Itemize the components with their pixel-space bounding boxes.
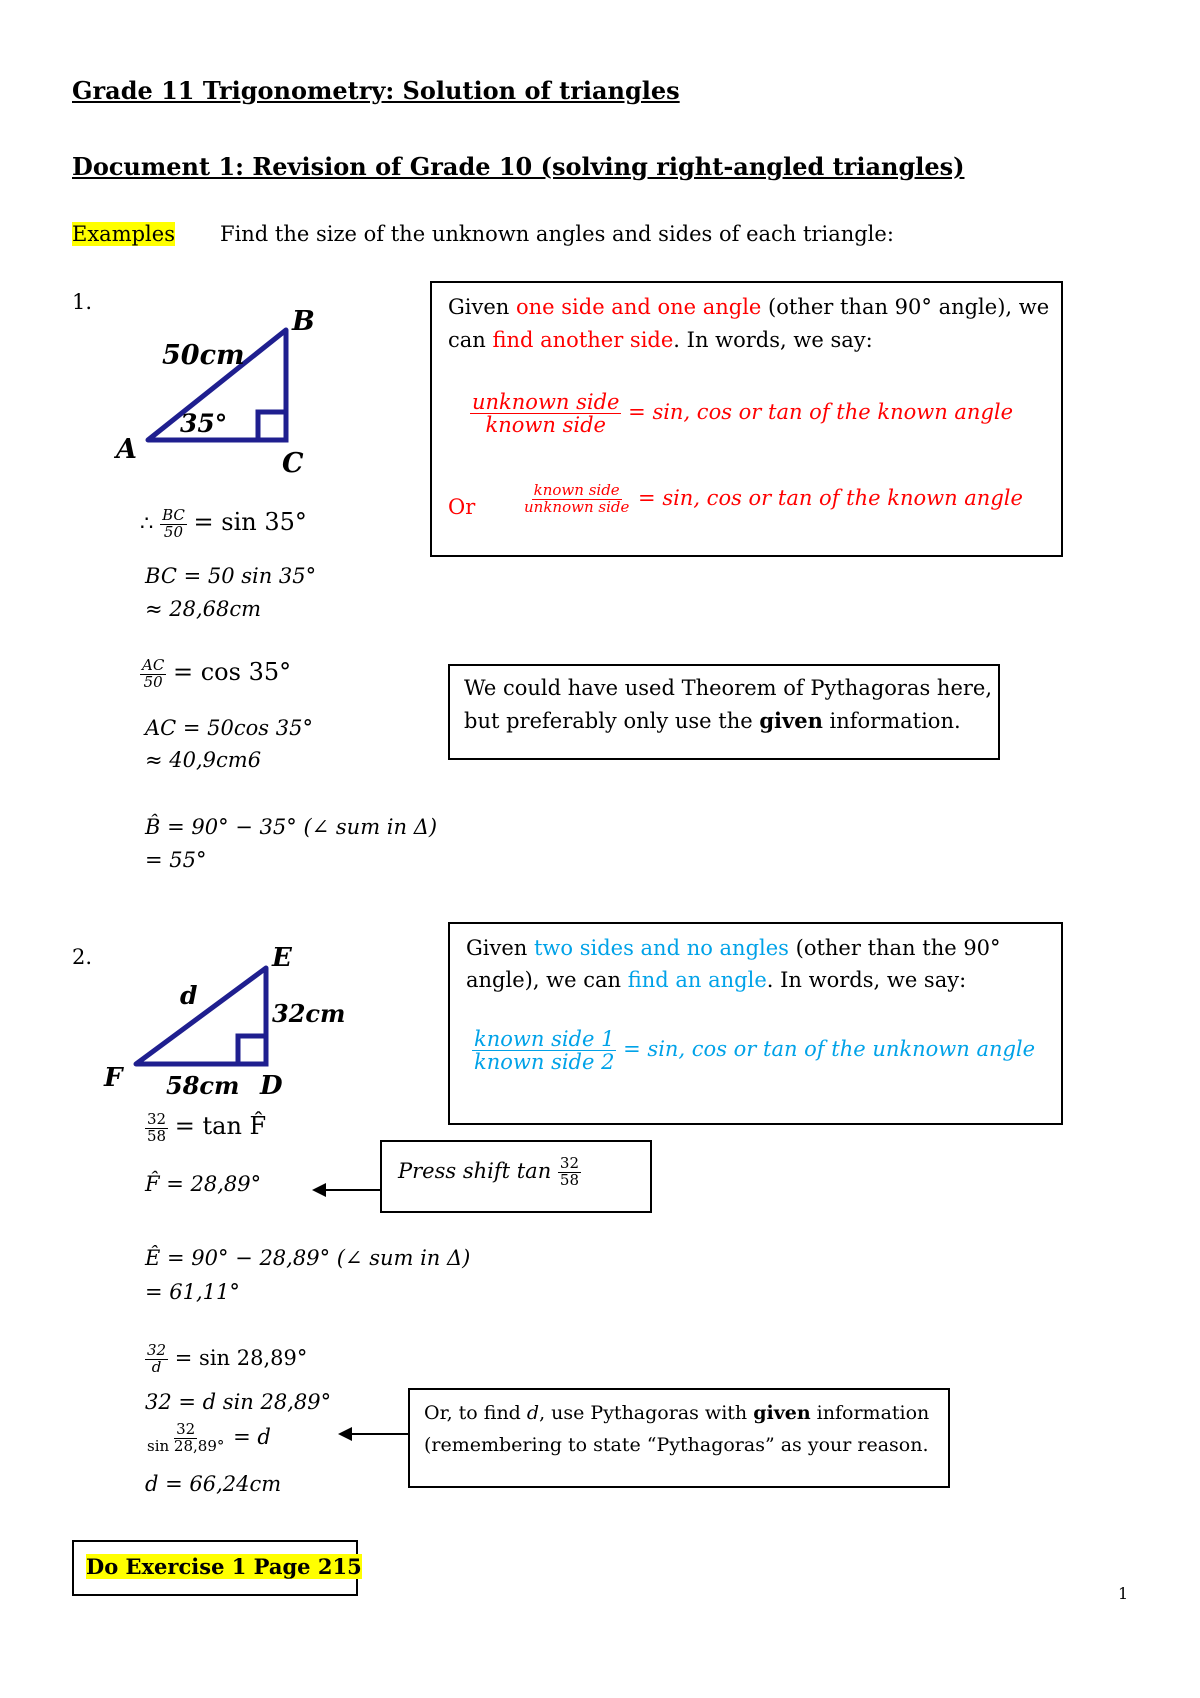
exercise-box (72, 1540, 362, 1596)
ex2-rule-formula: $\frac{\text{known side 1}}{\text{known side 2}}$ = sin, cos or tan of the unknown angle (474, 1027, 1036, 1075)
exercise-text: Do Exercise 1 Page 215 (86, 1554, 362, 1579)
ex1-rule-line-1: Given one side and one angle (other than 90° angle), we (448, 295, 1050, 319)
ex1-line-5: AC = 50cos 35° (145, 716, 313, 740)
ex1-rule-box (430, 281, 1063, 557)
triangle-abc (110, 300, 350, 480)
ex1-note-line-2: but preferably only use the given information. (464, 708, 961, 733)
triangle-vert-label: 32cm (272, 999, 346, 1028)
ex1-line-3: ≈ 28,68cm (145, 597, 262, 621)
ex2-line-5: $\frac{32}{d}$ = sin 28,89° (147, 1341, 308, 1376)
ex2-note-line-2: (remembering to state “Pythagoras” as your reason. (424, 1434, 929, 1456)
ex1-rule-formula-1: $\frac{\text{unknown side}}{\text{known side}}$ = sin, cos or tan of the known angle (472, 390, 1014, 438)
ex2-line-1: $\frac{32}{58}$ = tan F̂ (147, 1110, 267, 1145)
ex2-rule-line-1: Given two sides and no angles (other than the 90° (466, 936, 1001, 960)
ex1-line-1: ∴ $\frac{BC}{50}$ = sin 35° (140, 506, 307, 541)
calculator-tip-box (380, 1140, 652, 1213)
document-title: Document 1: Revision of Grade 10 (solving right-angled triangles) (72, 152, 965, 181)
triangle-hyp-label: d (180, 981, 198, 1010)
ex1-rule-line-2: can find another side. In words, we say: (448, 328, 873, 352)
ex1-note-line-1: We could have used Theorem of Pythagoras here, (464, 676, 993, 700)
ex1-line-4: $\frac{AC}{50}$ = cos 35° (142, 656, 292, 691)
ex2-line-7: $\frac{32}{\sin 28,89^\circ}$ = d (147, 1420, 271, 1455)
ex2-line-6: 32 = d sin 28,89° (145, 1390, 332, 1414)
ex2-rule-box (448, 922, 1063, 1125)
ex1-line-6: ≈ 40,9cm6 (145, 748, 262, 772)
vertex-b-label: B (292, 306, 315, 337)
example-2-number: 2. (72, 945, 93, 969)
vertex-a-label: A (116, 434, 137, 465)
vertex-c-label: C (282, 448, 304, 479)
page-number: 1 (1118, 1584, 1129, 1603)
page-title: Grade 11 Trigonometry: Solution of triangles (72, 76, 680, 105)
arrow-to-f-angle (312, 1180, 384, 1200)
arrow-to-d-value (338, 1424, 410, 1444)
ex2-note-line-1: Or, to find d, use Pythagoras with given information (424, 1402, 930, 1424)
ex1-rule-or: Or (448, 495, 476, 519)
ex2-line-4: = 61,11° (145, 1280, 240, 1304)
ex1-line-8: = 55° (145, 848, 207, 872)
ex2-rule-line-2: angle), we can find an angle. In words, we say: (466, 968, 967, 992)
ex2-line-2: F̂ = 28,89° (145, 1172, 262, 1196)
triangle-side-label: 50cm (162, 340, 245, 371)
ex2-line-3: Ê = 90° − 28,89° (∠ sum in Δ) (145, 1246, 471, 1270)
triangle-base-label: 58cm (166, 1071, 240, 1100)
triangle-angle-label: 35° (180, 409, 228, 438)
ex1-pythagoras-note (448, 664, 1000, 760)
triangle-efd (100, 940, 380, 1100)
ex2-line-8: d = 66,24cm (145, 1472, 282, 1496)
examples-instruction: Find the size of the unknown angles and sides of each triangle: (220, 222, 894, 246)
vertex-e-label: E (272, 943, 292, 973)
example-1-number: 1. (72, 290, 93, 314)
examples-label: Examples (72, 222, 175, 246)
vertex-d-label: D (260, 1071, 283, 1101)
ex1-rule-formula-2: $\frac{\text{known side}}{\text{unknown side}}$ = sin, cos or tan of the known angle (524, 481, 1023, 516)
ex1-line-7: B̂ = 90° − 35° (∠ sum in Δ) (145, 815, 438, 839)
calculator-tip-text: Press shift tan $\frac{32}{58}$ (398, 1154, 579, 1189)
vertex-f-label: F (104, 1063, 123, 1093)
ex1-line-2: BC = 50 sin 35° (145, 564, 317, 588)
ex2-pythagoras-note (408, 1388, 950, 1488)
